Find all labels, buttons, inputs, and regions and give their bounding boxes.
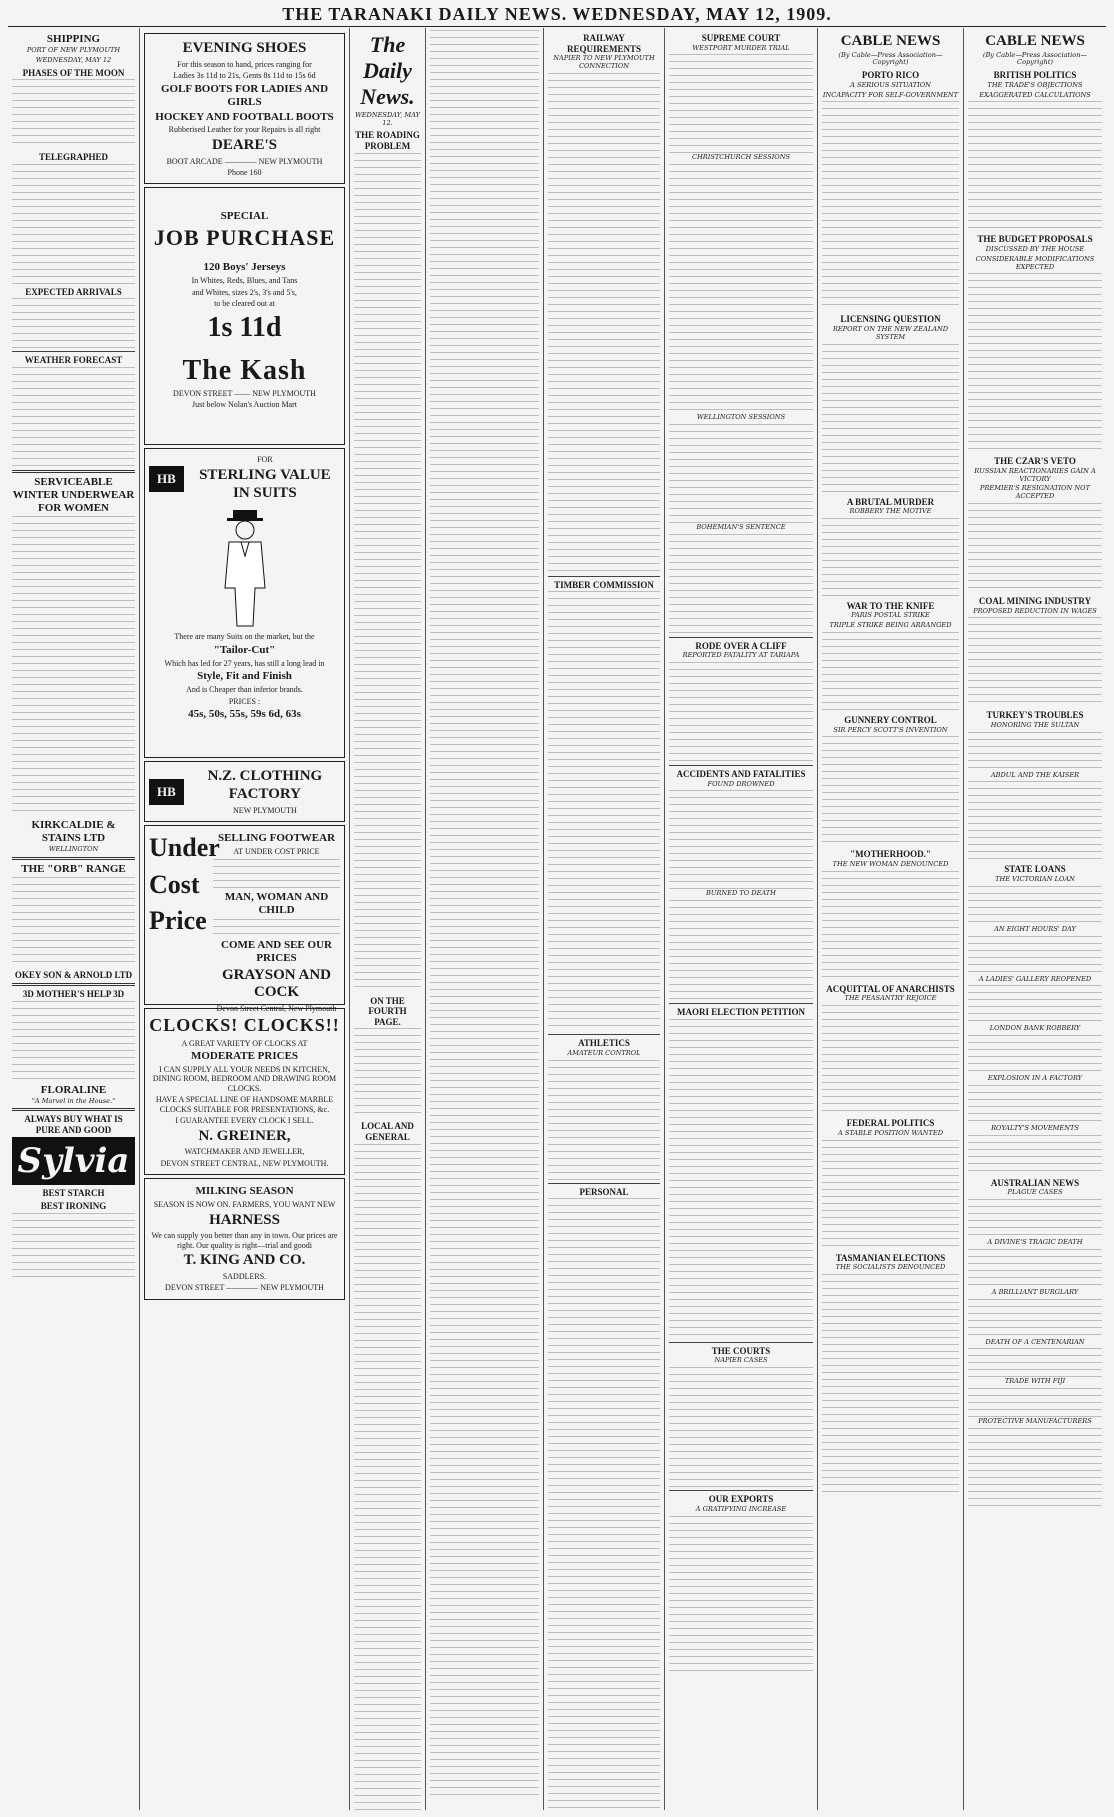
column-ads <box>140 28 350 1810</box>
maori-heading: MAORI ELECTION PETITION <box>676 1007 806 1018</box>
proposed-heading: PROPOSED REDUCTION IN WAGES <box>973 606 1097 615</box>
courts-heading: THE COURTS <box>711 1345 771 1356</box>
tasmanian-heading: TASMANIAN ELECTIONS <box>835 1252 946 1263</box>
hb-logo-icon: HB <box>149 466 184 491</box>
jerseys-line: 120 Boys' Jerseys <box>203 261 286 274</box>
greiner-address: DEVON STREET CENTRAL, NEW PLYMOUTH. <box>160 1158 329 1168</box>
orb-text <box>12 877 135 967</box>
railway-heading: RAILWAY REQUIREMENTS <box>566 33 641 54</box>
always-heading: ALWAYS BUY WHAT IS PURE AND GOOD <box>24 1114 123 1136</box>
premier-heading: PREMIER'S RESIGNATION NOT ACCEPTED <box>980 484 1090 501</box>
column-cable-1 <box>818 28 964 1810</box>
greiner-trade: WATCHMAKER AND JEWELLER, <box>184 1147 305 1157</box>
report-heading: REPORT ON THE NEW ZEALAND SYSTEM <box>832 324 949 341</box>
golf-line: GOLF BOOTS FOR LADIES AND GIRLS <box>160 82 329 108</box>
weather-heading: WEATHER FORECAST <box>24 355 123 366</box>
moderate-prices: MODERATE PRICES <box>190 1049 299 1062</box>
victorian-heading: THE VICTORIAN LOAN <box>995 875 1075 884</box>
sylvia-text <box>12 1213 135 1283</box>
telegraphed-text <box>12 164 135 284</box>
selling-footwear: SELLING FOOTWEAR <box>217 832 336 845</box>
turkey-heading: TURKEY'S TROUBLES <box>986 710 1084 721</box>
floraline-heading: FLORALINE <box>40 1083 107 1096</box>
under-word: Under <box>149 833 220 863</box>
gratifying-heading: A GRATIFYING INCREASE <box>695 1504 787 1513</box>
hb-logo-icon-2: HB <box>149 779 184 804</box>
column-local-continued <box>426 28 544 1810</box>
prices-label: PRICES : <box>228 696 261 706</box>
rubber-line: Rubberised Leather for your Repairs is all right <box>168 125 321 135</box>
evening-shoes-ad <box>144 33 345 184</box>
war-heading: WAR TO THE KNIFE <box>846 600 935 611</box>
sizes-line: and Whites, sizes 2's, 3's and 5's, <box>192 287 297 297</box>
brutal-heading: A BRUTAL MURDER <box>846 496 935 507</box>
kash-name: The Kash <box>182 354 307 386</box>
jersey-price: 1s 11d <box>207 311 282 343</box>
burned-heading: BURNED TO DEATH <box>706 889 776 898</box>
king-name: T. KING AND CO. <box>183 1252 306 1269</box>
percy-heading: SIR PERCY SCOTT'S INVENTION <box>833 725 948 734</box>
rode-heading: RODE OVER A CLIFF <box>695 640 787 651</box>
exports-heading: OUR EXPORTS <box>708 1494 774 1505</box>
accidents-heading: ACCIDENTS AND FATALITIES <box>676 769 806 780</box>
fatality-heading: REPORTED FATALITY AT TARIAPA <box>682 651 800 660</box>
railway-text <box>548 73 660 573</box>
athletics-heading: ATHLETICS <box>578 1038 630 1049</box>
plague-heading: PLAGUE CASES <box>1007 1188 1063 1197</box>
motherhood-heading: "MOTHERHOOD." <box>850 849 931 860</box>
christchurch-heading: CHRISTCHURCH SESSIONS <box>691 153 791 162</box>
napier-cases-heading: NAPIER CASES <box>714 1356 768 1365</box>
under-cost-ad <box>144 825 345 1013</box>
best-starch: BEST STARCH <box>42 1187 105 1198</box>
considerable-heading: CONSIDERABLE MODIFICATIONS EXPECTED <box>975 254 1095 271</box>
port-date: WEDNESDAY, MAY 12 <box>35 55 112 64</box>
trade-heading: TRADE WITH FIJI <box>1004 1377 1066 1386</box>
cable-sub-1: (By Cable—Press Association—Copyright) <box>838 50 943 67</box>
wellington-sessions-heading: WELLINGTON SESSIONS <box>696 413 786 422</box>
clocks-ad <box>144 1008 345 1175</box>
coal-heading: COAL MINING INDUSTRY <box>978 595 1092 606</box>
robbery-heading: ROBBERY THE MOTIVE <box>849 507 932 516</box>
gallery-heading: A LADIES' GALLERY REOPENED <box>978 974 1092 983</box>
local-continued-text <box>430 30 539 1800</box>
porto-heading: PORTO RICO <box>861 70 920 81</box>
shoes-line1: For this season to hand, prices ranging for <box>177 59 312 69</box>
harness-sub: We can supply you better than any in town. Our prices are right. Our quality is right—trial and goodi <box>151 1231 338 1250</box>
honoring-heading: HONORING THE SULTAN <box>990 720 1080 729</box>
shipping-heading: SHIPPING <box>46 33 101 45</box>
australian-heading: AUSTRALIAN NEWS <box>990 1177 1080 1188</box>
loans-heading: STATE LOANS <box>1004 864 1066 875</box>
federal-heading: FEDERAL POLITICS <box>846 1118 935 1129</box>
russian-heading: RUSSIAN REACTIONARIES GAIN A VICTORY <box>974 466 1096 483</box>
moon-table <box>12 79 135 149</box>
roading-text <box>354 153 421 993</box>
column-railway <box>544 28 665 1810</box>
nz-clothing-title: N.Z. CLOTHING FACTORY <box>207 768 323 803</box>
deare-name: DEARE'S <box>211 136 278 153</box>
london-heading: LONDON BANK ROBBERY <box>989 1024 1081 1033</box>
kash-ad <box>144 187 345 445</box>
editorial-date: WEDNESDAY, MAY 12. <box>354 110 421 127</box>
grayson-address: Devon Street Central, New Plymouth <box>216 1003 337 1013</box>
shoes-line2: Ladies 3s 11d to 21s, Gents 8s 11d to 15s 6d <box>173 71 316 81</box>
expected-heading: EXPECTED ARRIVALS <box>25 286 122 297</box>
bohemian-heading: BOHEMIAN'S SENTENCE <box>696 522 786 531</box>
stable-heading: A STABLE POSITION WANTED <box>837 1128 944 1137</box>
clocks-supply: I CAN SUPPLY ALL YOUR NEEDS IN KITCHEN, DINING ROOM, BEDROOM AND DRAWING ROOM CLOCKS. <box>152 1064 337 1093</box>
daily-news-title: The Daily News. <box>360 32 415 109</box>
incapacity-heading: INCAPACITY FOR SELF-GOVERNMENT <box>822 90 959 99</box>
protective-heading: PROTECTIVE MANUFACTURERS <box>978 1417 1092 1426</box>
hockey-line: HOCKEY AND FOOTBALL BOOTS <box>155 110 334 123</box>
licensing-heading: LICENSING QUESTION <box>840 314 941 325</box>
suit-prices: 45s, 50s, 55s, 59s 6d, 63s <box>188 707 301 720</box>
floraline-sub: "A Marvel in the House." <box>31 1096 116 1105</box>
fourth-page-list <box>354 1028 421 1118</box>
amateur-heading: AMATEUR CONTROL <box>567 1048 641 1057</box>
supreme-heading: SUPREME COURT <box>701 33 781 43</box>
column-shipping <box>8 28 140 1810</box>
cable-sub-2: (By Cable—Press Association—Copyright) <box>982 50 1088 67</box>
paris-heading: PARIS POSTAL STRIKE <box>851 611 930 620</box>
roading-heading: THE ROADING PROBLEM <box>355 130 420 151</box>
woman-heading: THE NEW WOMAN DENOUNCED <box>832 860 949 868</box>
clocks-guarantee: I GUARANTEE EVERY CLOCK I SELL. <box>175 1116 314 1126</box>
okey-heading: OKEY SON & ARNOLD LTD <box>14 969 133 980</box>
greiner-name: N. GREINER, <box>198 1127 291 1144</box>
tailor-cut-ad <box>144 448 345 758</box>
kirkcaldie-heading: KIRKCALDIE & STAINS LTD <box>31 818 116 844</box>
hours-heading: AN EIGHT HOURS' DAY <box>994 924 1076 933</box>
local-general-heading: LOCAL AND GENERAL <box>361 1121 414 1143</box>
masthead: THE TARANAKI DAILY NEWS. WEDNESDAY, MAY 12, 1909. <box>8 2 1106 27</box>
at-under-cost: AT UNDER COST PRICE <box>233 847 320 857</box>
british-heading: BRITISH POLITICS <box>993 70 1077 81</box>
grayson-cock: GRAYSON AND COCK <box>221 966 332 1001</box>
evening-shoes-title: EVENING SHOES <box>182 40 307 56</box>
moon-heading: PHASES OF THE MOON <box>22 67 125 78</box>
serviceable-heading: SERVICEABLE WINTER UNDERWEAR FOR WOMEN <box>12 475 135 514</box>
price-word: Price <box>149 906 207 936</box>
kirkcaldie-place: WELLINGTON <box>48 844 99 853</box>
found-heading: FOUND DROWNED <box>707 779 775 788</box>
sylvia-logo: Sylvia <box>12 1137 135 1185</box>
deare-phone: Phone 160 <box>227 168 262 178</box>
personal-heading: PERSONAL <box>579 1186 629 1197</box>
job-purchase: JOB PURCHASE <box>153 225 336 251</box>
cheaper-line: And is Cheaper than inferior brands. <box>186 685 303 695</box>
explosion-heading: EXPLOSION IN A FACTORY <box>987 1074 1083 1083</box>
czar-heading: THE CZAR'S VETO <box>994 456 1076 467</box>
port-heading: PORT OF NEW PLYMOUTH <box>26 45 121 54</box>
column-courts <box>665 28 818 1810</box>
cable-heading-2: CABLE NEWS <box>985 33 1085 49</box>
column-cable-2 <box>964 28 1106 1810</box>
peasantry-heading: THE PEASANTRY REJOICE <box>844 994 937 1003</box>
underwear-list <box>12 516 135 816</box>
tailor-note: Which has led for 27 years, has still a long lead in <box>164 658 325 668</box>
serious-heading: A SERIOUS SITUATION <box>850 80 931 89</box>
death-heading: DEATH OF A CENTENARIAN <box>985 1337 1085 1346</box>
timber-heading: TIMBER COMMISSION <box>554 579 654 590</box>
man-woman-child: MAN, WOMAN AND CHILD <box>224 890 329 916</box>
sterling-title: STERLING VALUE IN SUITS <box>199 466 331 501</box>
cost-word: Cost <box>149 869 200 899</box>
divine-heading: A DIVINE'S TRAGIC DEATH <box>987 1238 1083 1247</box>
discussed-heading: DISCUSSED BY THE HOUSE <box>985 244 1085 253</box>
gunnery-heading: GUNNERY CONTROL <box>844 715 937 726</box>
special-label: SPECIAL <box>220 210 269 223</box>
best-ironing: BEST IRONING <box>40 1201 107 1212</box>
nz-clothing-place: NEW PLYMOUTH <box>233 805 297 815</box>
king-saddlers: SADDLERS. <box>222 1271 267 1281</box>
mothers-help-text <box>12 1001 135 1081</box>
denounced-heading: THE SOCIALISTS DENOUNCED <box>835 1263 946 1272</box>
clocks-marble: HAVE A SPECIAL LINE OF HANDSOME MARBLE CLOCKS SUITABLE FOR PRESENTATIONS, &c. <box>155 1095 334 1114</box>
cleared-line: to be cleared out at <box>214 299 275 309</box>
clocks-sub: A GREAT VARIETY OF CLOCKS AT <box>181 1038 308 1048</box>
expected-text <box>12 298 135 348</box>
man-in-suit-icon <box>215 508 275 628</box>
come-see: COME AND SEE OUR PRICES <box>221 938 332 964</box>
tailor-cut: "Tailor-Cut" <box>213 643 276 656</box>
timber-text <box>548 591 660 1031</box>
burglary-heading: A BRILLIANT BURGLARY <box>991 1287 1079 1296</box>
personal-text <box>548 1198 660 1810</box>
cable-heading-1: CABLE NEWS <box>840 33 941 49</box>
budget-heading: THE BUDGET PROPOSALS <box>977 234 1093 245</box>
abdul-heading: ABDUL AND THE KAISER <box>990 770 1080 779</box>
harness-ad <box>144 1178 345 1300</box>
style-fit-finish: Style, Fit and Finish <box>197 670 292 683</box>
weather-text <box>12 367 135 467</box>
nz-clothing-ad <box>144 761 345 822</box>
orb-heading: THE "ORB" RANGE <box>21 862 126 875</box>
milking-sub: SEASON IS NOW ON. FARMERS, YOU WANT NEW <box>153 1200 336 1210</box>
harness-title: HARNESS <box>209 1211 280 1228</box>
column-editorial <box>350 28 426 1810</box>
objections-heading: THE TRADE'S OBJECTIONS <box>987 80 1083 89</box>
newspaper-page <box>8 28 1106 1810</box>
local-general-text <box>354 1144 421 1810</box>
colours-line: In Whites, Reds, Blues, and Tans <box>191 276 298 286</box>
milking-title: MILKING SEASON <box>195 1185 294 1198</box>
royalty-heading: ROYALTY'S MOVEMENTS <box>991 1123 1079 1132</box>
exaggerated-heading: EXAGGERATED CALCULATIONS <box>979 90 1091 99</box>
westport-heading: WESTPORT MURDER TRIAL <box>692 43 790 52</box>
mothers-help-heading: 3D MOTHER'S HELP 3D <box>22 989 125 1000</box>
for-label: FOR <box>257 455 273 465</box>
king-address: DEVON STREET ———— NEW PLYMOUTH <box>165 1283 324 1293</box>
tailor-intro: There are many Suits on the market, but the <box>174 632 315 642</box>
triple-heading: TRIPLE STRIKE BEING ARRANGED <box>829 621 952 630</box>
fourth-page-heading: ON THE FOURTH PAGE. <box>368 995 407 1027</box>
athletics-text <box>548 1060 660 1180</box>
kash-sub: Just below Nolan's Auction Mart <box>192 400 297 410</box>
napier-heading: NAPIER TO NEW PLYMOUTH CONNECTION <box>553 54 655 70</box>
anarchists-heading: ACQUITTAL OF ANARCHISTS <box>826 983 955 994</box>
deare-sub: BOOT ARCADE ———— NEW PLYMOUTH <box>166 156 323 166</box>
telegraphed-heading: TELEGRAPHED <box>38 152 108 163</box>
clocks-title: CLOCKS! CLOCKS!! <box>149 1015 340 1036</box>
kash-address: DEVON STREET —— NEW PLYMOUTH <box>173 388 316 398</box>
